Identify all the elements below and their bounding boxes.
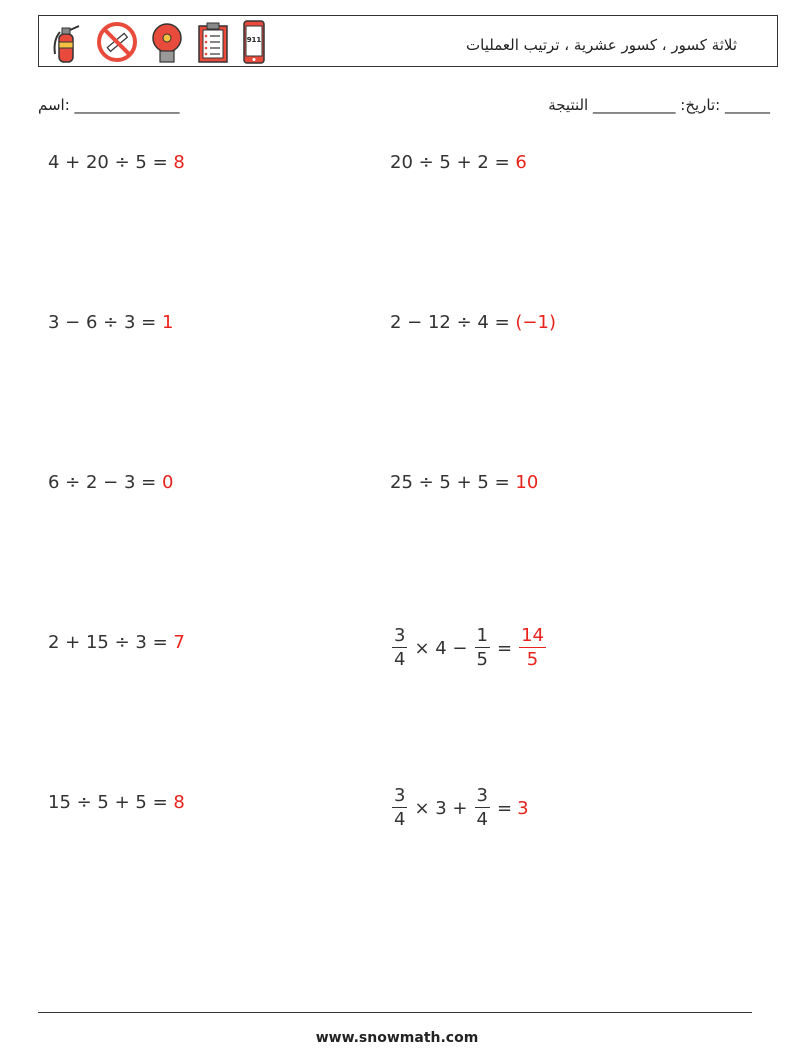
footer-divider — [38, 1012, 752, 1013]
problem-9: 15 ÷ 5 + 5 = 8 — [48, 792, 185, 813]
answer: (−1) — [515, 312, 556, 333]
phone-911-label: 911 — [246, 36, 262, 44]
icon-row — [47, 20, 269, 64]
answer-fraction: $\frac{14}{5}$ — [521, 625, 544, 670]
fraction: $\frac{3}{4}$ — [476, 785, 488, 830]
phone-911-icon — [239, 20, 269, 64]
no-smoking-icon — [95, 20, 139, 64]
problem-4: 2 − 12 ÷ 4 = (−1) — [390, 312, 556, 333]
answer: 0 — [161, 472, 174, 493]
header-box — [38, 15, 778, 67]
answer: 8 — [173, 152, 185, 173]
fire-extinguisher-icon — [47, 20, 87, 64]
problem-5: 6 ÷ 2 − 3 = 0 — [48, 472, 174, 493]
problem-1: 4 + 20 ÷ 5 = 8 — [48, 152, 185, 173]
answer: 10 — [515, 472, 539, 493]
answer: 7 — [173, 632, 185, 653]
checklist-icon — [195, 20, 231, 64]
problem-7: 2 + 15 ÷ 3 = 7 — [48, 632, 185, 653]
fraction: $\frac{3}{4}$ — [394, 625, 406, 670]
answer: 6 — [515, 152, 527, 173]
problem-8: $\frac{3}{4}$ × 4 − $\frac{1}{5}$ = $\frac{14}{5}$ — [394, 625, 544, 670]
fraction: $\frac{1}{5}$ — [476, 625, 488, 670]
fraction: $\frac{3}{4}$ — [394, 785, 406, 830]
problem-10: $\frac{3}{4}$ × 3 + $\frac{3}{4}$ = 3 — [394, 785, 529, 830]
worksheet-title: ثلاثة كسور ، كسور عشرية ، ترتيب العمليات — [466, 36, 737, 54]
date-score-field[interactable]: ______ :تاريخ: ___________ النتيجة — [548, 96, 770, 114]
answer: 8 — [173, 792, 185, 813]
footer-url[interactable]: www.snowmath.com — [315, 1030, 479, 1046]
problem-3: 3 − 6 ÷ 3 = 1 — [48, 312, 174, 333]
problem-6: 25 ÷ 5 + 5 = 10 — [390, 472, 539, 493]
answer: 3 — [517, 797, 529, 819]
problem-2: 20 ÷ 5 + 2 = 6 — [390, 152, 527, 173]
answer: 1 — [161, 312, 174, 333]
name-field[interactable]: ______________ :اسم — [38, 96, 180, 114]
alarm-bell-icon — [147, 20, 187, 64]
